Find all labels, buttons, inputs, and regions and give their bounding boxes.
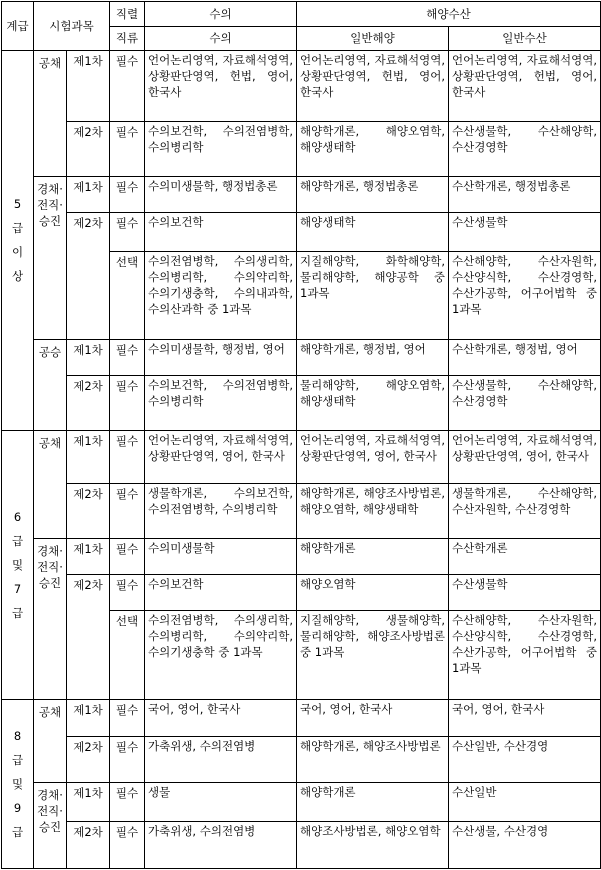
category-label: 공승 [34,339,67,430]
subjects-cell: 생물 [145,783,297,822]
header-series-veterinary: 수의 [145,2,297,27]
subjects-cell: 수산학개론 [449,539,601,575]
header-class-general-marine: 일반해양 [297,26,449,51]
subjects-cell: 가축위생, 수의전염병 [145,821,297,868]
subjects-cell: 언어논리영역, 자료해석영역, 상황판단영역, 영어, 한국사 [145,430,297,483]
subjects-cell: 수산생물, 수산경영 [449,821,601,868]
subjects-cell: 해양학개론, 해양오염학, 해양생태학 [297,122,449,176]
subjects-cell: 언어논리영역, 자료해석영역, 상황판단영역, 헌법, 영어, 한국사 [145,51,297,122]
table-row [2,339,601,375]
stage-label: 제2차 [67,122,110,176]
subjects-cell: 언어논리영역, 자료해석영역, 상황판단영역, 헌법, 영어, 한국사 [297,51,449,122]
subjects-cell: 수산해양학, 수산자원학, 수산양식학, 수산경영학, 수산가공학, 어구어법학 중 1과목 [449,252,601,340]
table-row [2,122,601,176]
subjects-cell: 수의보건학, 수의전염병학, 수의병리학 [145,122,297,176]
subjects-cell: 국어, 영어, 한국사 [145,700,297,737]
category-label: 공채 [34,51,67,177]
subjects-cell: 해양생태학 [297,213,449,252]
requirement-label: 필수 [110,821,145,868]
subjects-cell: 수산생물학, 수산해양학, 수산경영학 [449,122,601,176]
subjects-cell: 국어, 영어, 한국사 [449,700,601,737]
requirement-label: 필수 [110,539,145,575]
subjects-cell: 수산일반 [449,783,601,822]
stage-label: 제1차 [67,339,110,375]
subjects-cell: 언어논리영역, 자료해석영역, 상황판단영역, 영어, 한국사 [297,430,449,483]
stage-label: 제2차 [67,574,110,700]
stage-label: 제1차 [67,539,110,575]
subjects-cell: 해양오염학 [297,574,449,610]
header-jikryeol: 직렬 [110,2,145,27]
subjects-cell: 지질해양학, 생물해양학, 물리해양학, 해양조사방법론 중 1과목 [297,610,449,700]
stage-label: 제1차 [67,783,110,822]
header-subject: 시험과목 [34,2,110,51]
requirement-label: 필수 [110,51,145,122]
requirement-label: 필수 [110,339,145,375]
subjects-cell: 국어, 영어, 한국사 [297,700,449,737]
subjects-cell: 생물학개론, 수의보건학, 수의전염병학, 수의병리학 [145,483,297,538]
subjects-cell: 언어논리영역, 자료해석영역, 상황판단영역, 영어, 한국사 [449,430,601,483]
subjects-cell: 생물학개론, 수산해양학, 수산자원학, 수산경영학 [449,483,601,538]
subjects-cell: 해양학개론, 해양조사방법론 [297,737,449,783]
requirement-label: 필수 [110,483,145,538]
grade-8-9-label: 8 급 및 9 급 [2,700,34,869]
table-row [2,213,601,252]
table-row [2,375,601,430]
subjects-cell: 해양학개론 [297,539,449,575]
table-row [2,700,601,737]
header-class-general-fisheries: 일반수산 [449,26,601,51]
subjects-cell: 수산일반, 수산경영 [449,737,601,783]
category-label: 공채 [34,430,67,538]
requirement-label: 필수 [110,783,145,822]
header-jikryu: 직류 [110,26,145,51]
subjects-cell: 언어논리영역, 자료해석영역, 상황판단영역, 헌법, 영어, 한국사 [449,51,601,122]
requirement-label: 필수 [110,176,145,213]
header-row-1 [2,2,601,27]
requirement-label: 필수 [110,213,145,252]
grade-5-label: 5 급 이 상 [2,51,34,431]
requirement-label: 필수 [110,122,145,176]
subjects-cell: 해양학개론, 행정법, 영어 [297,339,449,375]
header-grade: 계급 [2,2,34,51]
category-label: 경채·전직·승진 [34,783,67,869]
subjects-cell: 수의미생물학, 행정법, 영어 [145,339,297,375]
table-row [2,176,601,213]
requirement-label: 필수 [110,375,145,430]
table-row [2,737,601,783]
subjects-cell: 수산생물학 [449,213,601,252]
requirement-label: 필수 [110,700,145,737]
subjects-cell: 수의보건학, 수의전염병학, 수의병리학 [145,375,297,430]
stage-label: 제1차 [67,51,110,122]
requirement-label: 필수 [110,737,145,783]
requirement-label: 선택 [110,252,145,340]
subjects-cell: 물리해양학, 해양오염학, 해양생태학 [297,375,449,430]
requirement-label: 필수 [110,574,145,610]
table-row [2,51,601,122]
subjects-cell: 수의미생물학, 행정법총론 [145,176,297,213]
stage-label: 제2차 [67,737,110,783]
category-label: 경채·전직·승진 [34,539,67,700]
subjects-cell: 해양학개론 [297,783,449,822]
subjects-cell: 해양학개론, 행정법총론 [297,176,449,213]
stage-label: 제2차 [67,213,110,340]
subjects-cell: 수산학개론, 행정법, 영어 [449,339,601,375]
subjects-cell: 수의전염병학, 수의생리학, 수의병리학, 수의약리학, 수의기생충학 중 1과목 [145,610,297,700]
subjects-cell: 해양학개론, 해양조사방법론, 해양오염학, 해양생태학 [297,483,449,538]
table-row [2,430,601,483]
subjects-cell: 수의보건학 [145,213,297,252]
table-row [2,821,601,868]
subjects-cell: 지질해양학, 화학해양학, 물리해양학, 해양공학 중 1과목 [297,252,449,340]
subjects-cell: 해양조사방법론, 해양오염학 [297,821,449,868]
subjects-cell: 수산생물학 [449,574,601,610]
exam-subjects-table [1,1,601,869]
stage-label: 제1차 [67,430,110,483]
subjects-cell: 수산해양학, 수산자원학, 수산양식학, 수산경영학, 수산가공학, 어구어법학 중 1과목 [449,610,601,700]
header-series-marine: 해양수산 [297,2,601,27]
subjects-cell: 수의미생물학 [145,539,297,575]
header-class-veterinary: 수의 [145,26,297,51]
subjects-cell: 수산생물학, 수산해양학, 수산경영학 [449,375,601,430]
subjects-cell: 수산학개론, 행정법총론 [449,176,601,213]
stage-label: 제1차 [67,700,110,737]
table-row [2,783,601,822]
subjects-cell: 가축위생, 수의전염병 [145,737,297,783]
requirement-label: 필수 [110,430,145,483]
table-row [2,483,601,538]
subjects-cell: 수의전염병학, 수의생리학, 수의병리학, 수의약리학, 수의기생충학, 수의내과학, 수의산과학 중 1과목 [145,252,297,340]
subjects-cell: 수의보건학 [145,574,297,610]
table-row [2,574,601,610]
category-label: 공채 [34,700,67,783]
requirement-label: 선택 [110,610,145,700]
grade-6-7-label: 6 급 및 7 급 [2,430,34,700]
stage-label: 제1차 [67,176,110,213]
stage-label: 제2차 [67,375,110,430]
category-label: 경채·전직·승진 [34,176,67,339]
table-row [2,539,601,575]
stage-label: 제2차 [67,821,110,868]
stage-label: 제2차 [67,483,110,538]
